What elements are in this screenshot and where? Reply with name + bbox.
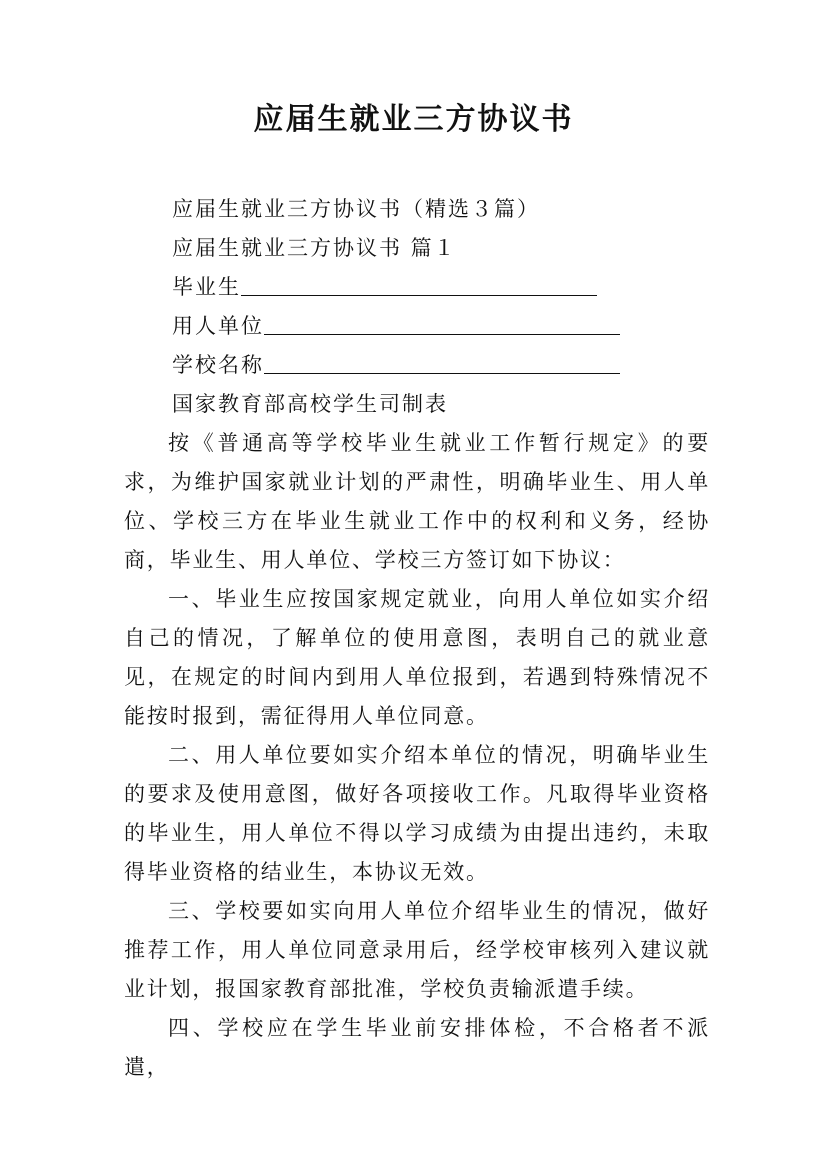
paragraph-intro: 按《普通高等学校毕业生就业工作暂行规定》的要求，为维护国家就业计划的严肃性，明确毕业生、用人单位、学校三方在毕业生就业工作中的权利和义务，经协商，毕业生、用人单位、学校三方签订如下协议： xyxy=(124,431,710,572)
paragraph-clause-4: 四、学校应在学生毕业前安排体检，不合格者不派遣， xyxy=(124,1016,710,1079)
paragraph-clause-1: 一、毕业生应按国家规定就业，向用人单位如实介绍自己的情况，了解单位的使用意图，表明自己的就业意见，在规定的时间内到用人单位报到，若遇到特殊情况不能按时报到，需征得用人单位同意。 xyxy=(124,587,710,728)
field-school-label: 学校名称 xyxy=(172,353,264,377)
field-school-blank[interactable] xyxy=(264,351,620,374)
document-subtitle: 应届生就业三方协议书（精选３篇） xyxy=(172,197,540,221)
document-body xyxy=(124,190,710,1087)
field-employer-label: 用人单位 xyxy=(172,314,264,338)
field-school xyxy=(124,346,710,385)
section-heading: 应届生就业三方协议书 篇１ xyxy=(172,236,457,260)
field-employer xyxy=(124,307,710,346)
paragraph-clause-3: 三、学校要如实向用人单位介绍毕业生的情况，做好推荐工作，用人单位同意录用后，经学校审核列入建议就业计划，报国家教育部批准，学校负责输派遣手续。 xyxy=(124,899,710,1001)
field-graduate-label: 毕业生 xyxy=(172,275,241,299)
paragraph-clause-2: 二、用人单位要如实介绍本单位的情况，明确毕业生的要求及使用意图，做好各项接收工作。凡取得毕业资格的毕业生，用人单位不得以学习成绩为由提出违约，未取得毕业资格的结业生，本协议无效。 xyxy=(124,743,710,884)
field-graduate-blank[interactable] xyxy=(241,273,597,296)
field-graduate xyxy=(124,268,710,307)
issuer-line: 国家教育部高校学生司制表 xyxy=(172,392,448,416)
document-title: 应届生就业三方协议书 xyxy=(253,102,574,137)
field-employer-blank[interactable] xyxy=(264,312,620,335)
